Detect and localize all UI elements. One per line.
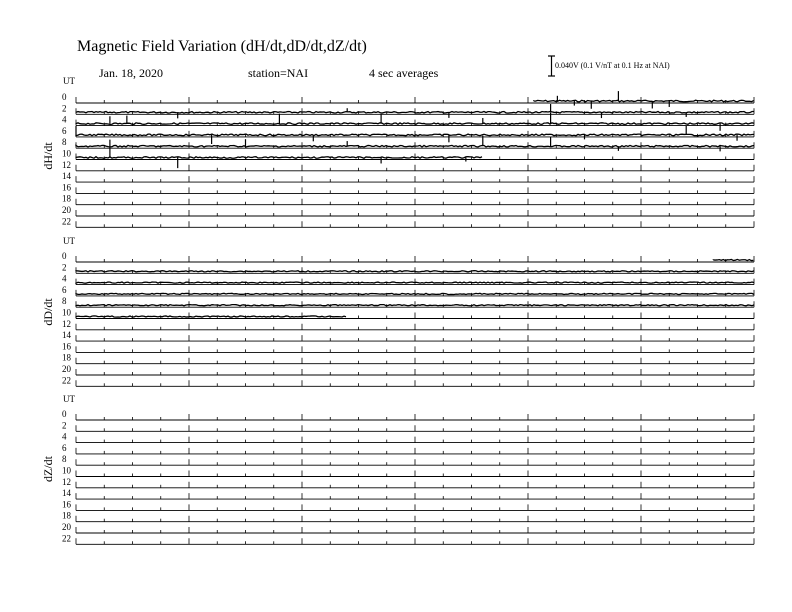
panel-dZ-dt bbox=[41, 394, 754, 544]
hour-tick-label: 6 bbox=[62, 284, 67, 295]
hour-tick-label: 4 bbox=[62, 114, 67, 125]
trace-row bbox=[76, 221, 754, 227]
hour-tick-label: 0 bbox=[62, 251, 67, 261]
hour-tick-label: 14 bbox=[62, 171, 71, 182]
component-label: dD/dt bbox=[41, 298, 55, 326]
component-label: dZ/dt bbox=[41, 456, 55, 482]
trace-row bbox=[76, 256, 754, 262]
trace-row bbox=[76, 538, 754, 544]
trace-row bbox=[76, 358, 754, 364]
hour-tick-label: 8 bbox=[62, 296, 67, 307]
hour-tick-label: 16 bbox=[62, 341, 71, 352]
trace-row bbox=[76, 414, 754, 420]
component-label: dH/dt bbox=[41, 142, 55, 170]
trace-row bbox=[76, 187, 754, 193]
trace-row bbox=[76, 516, 754, 522]
hour-tick-label: 12 bbox=[62, 476, 71, 487]
trace-row bbox=[76, 425, 754, 431]
panel-dH-dt bbox=[41, 76, 754, 227]
hour-tick-label: 4 bbox=[62, 431, 67, 442]
hour-tick-label: 2 bbox=[62, 103, 67, 114]
trace-row bbox=[76, 471, 754, 477]
trace-row bbox=[76, 210, 754, 216]
ut-label: UT bbox=[63, 76, 75, 86]
trace-row bbox=[76, 324, 754, 330]
trace-row bbox=[76, 91, 754, 109]
trace-row bbox=[76, 346, 754, 352]
trace-row bbox=[76, 504, 754, 510]
hour-tick-label: 12 bbox=[62, 318, 71, 329]
trace-row bbox=[76, 199, 754, 205]
hour-tick-label: 10 bbox=[62, 148, 71, 159]
date-label: Jan. 18, 2020 bbox=[99, 66, 163, 80]
hour-tick-label: 22 bbox=[62, 375, 71, 386]
trace-row bbox=[76, 279, 754, 285]
hour-tick-label: 20 bbox=[62, 364, 71, 374]
hour-tick-label: 6 bbox=[62, 442, 67, 453]
hour-tick-label: 18 bbox=[62, 193, 71, 204]
hour-tick-label: 22 bbox=[62, 216, 71, 227]
trace-row bbox=[76, 448, 754, 454]
hour-tick-label: 4 bbox=[62, 273, 67, 284]
hour-tick-label: 12 bbox=[62, 159, 71, 170]
trace-row bbox=[76, 290, 754, 296]
ut-label: UT bbox=[63, 236, 75, 246]
trace-row bbox=[76, 301, 754, 307]
hour-tick-label: 8 bbox=[62, 137, 67, 148]
hour-tick-label: 10 bbox=[62, 465, 71, 476]
trace-row bbox=[76, 527, 754, 533]
trace-row bbox=[76, 176, 754, 182]
hour-tick-label: 2 bbox=[62, 420, 67, 431]
hour-tick-label: 10 bbox=[62, 307, 71, 318]
trace-row bbox=[76, 482, 754, 488]
trace-row bbox=[76, 380, 754, 386]
trace-row bbox=[76, 136, 754, 152]
panel-dD-dt bbox=[41, 236, 754, 386]
hour-tick-label: 6 bbox=[62, 125, 67, 136]
hour-tick-label: 16 bbox=[62, 499, 71, 510]
scale-label: 0.040V (0.1 V/nT at 0.1 Hz at NAI) bbox=[555, 61, 670, 70]
trace-row bbox=[76, 126, 754, 144]
trace-row bbox=[76, 335, 754, 341]
ut-label: UT bbox=[63, 394, 75, 404]
hour-tick-label: 14 bbox=[62, 488, 71, 499]
hour-tick-label: 18 bbox=[62, 510, 71, 521]
hour-tick-label: 16 bbox=[62, 182, 71, 193]
hour-tick-label: 0 bbox=[62, 409, 67, 419]
trace-row bbox=[76, 267, 754, 273]
trace-row bbox=[76, 493, 754, 499]
station-label: station=NAI bbox=[248, 66, 309, 80]
hour-tick-label: 20 bbox=[62, 522, 71, 532]
chart-title: Magnetic Field Variation (dH/dt,dD/dt,dZ/dt) bbox=[77, 38, 367, 55]
trace-row bbox=[76, 369, 754, 375]
hour-tick-label: 14 bbox=[62, 330, 71, 341]
trace-row bbox=[76, 313, 754, 319]
hour-tick-label: 2 bbox=[62, 262, 67, 273]
hour-tick-label: 8 bbox=[62, 454, 67, 465]
trace-row bbox=[76, 437, 754, 443]
hour-tick-label: 22 bbox=[62, 533, 71, 544]
hour-tick-label: 20 bbox=[62, 205, 71, 215]
hour-tick-label: 18 bbox=[62, 352, 71, 363]
hour-tick-label: 0 bbox=[62, 92, 67, 102]
averaging-label: 4 sec averages bbox=[369, 66, 439, 80]
trace-row bbox=[76, 459, 754, 465]
